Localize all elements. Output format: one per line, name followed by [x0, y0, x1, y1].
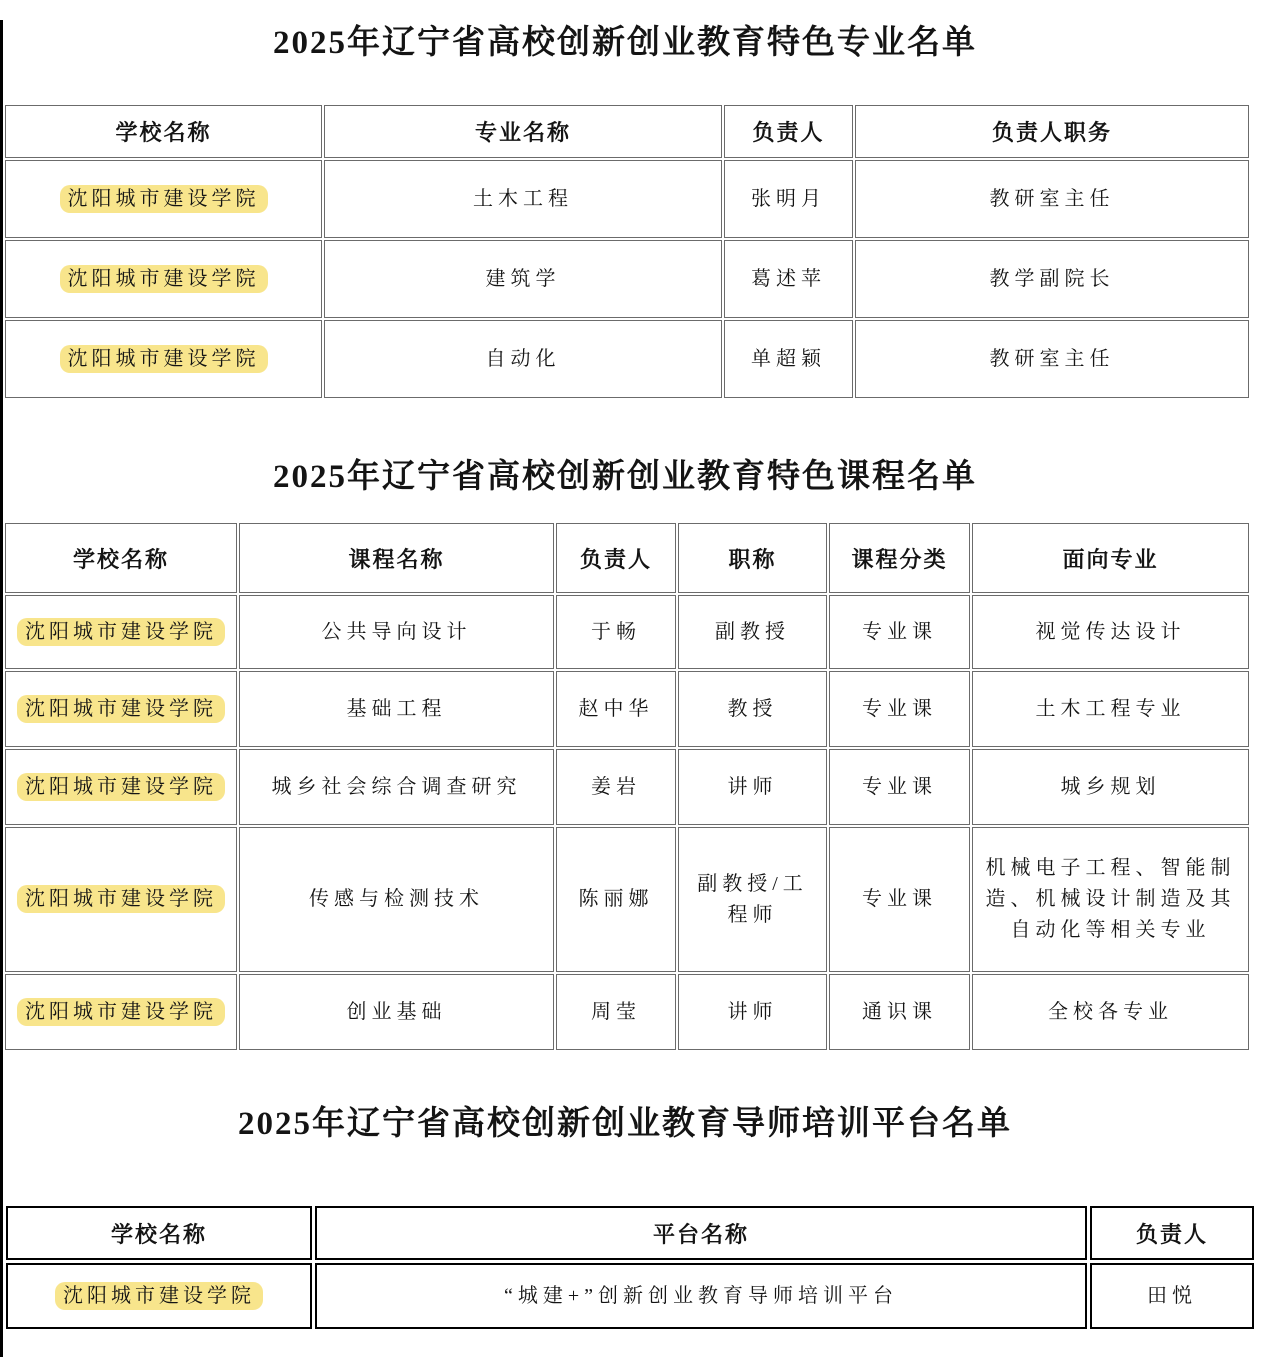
- column-header: 负责人职务: [855, 105, 1249, 158]
- school-name-cell: [5, 240, 322, 318]
- column-header: 负责人: [1090, 1206, 1254, 1260]
- table-row: [5, 320, 1249, 398]
- table-cell: 传感与检测技术: [239, 827, 554, 972]
- table-cell: 专业课: [829, 827, 970, 972]
- table-cell: 田悦: [1090, 1263, 1254, 1329]
- majors-list-title: 2025年辽宁省高校创新创业教育特色专业名单: [273, 25, 977, 61]
- platform-table-header: [6, 1206, 1254, 1260]
- table-cell: 机械电子工程、智能制造、机械设计制造及其自动化等相关专业: [972, 827, 1249, 972]
- header-row: [5, 105, 1249, 158]
- school-name-cell: [5, 320, 322, 398]
- column-header: 负责人: [724, 105, 853, 158]
- majors-table-header: [5, 105, 1249, 158]
- school-name-cell: [5, 671, 237, 747]
- courses-table-body: [5, 595, 1249, 1050]
- table-cell: 土木工程: [324, 160, 722, 238]
- table-cell: 陈丽娜: [556, 827, 676, 972]
- highlighted-school-name: 沈阳城市建设学院: [60, 185, 268, 213]
- table-cell: 视觉传达设计: [972, 595, 1249, 669]
- table-row: [5, 671, 1249, 747]
- table-cell: 教研室主任: [855, 320, 1249, 398]
- column-header: 学校名称: [5, 105, 322, 158]
- highlighted-school-name: 沈阳城市建设学院: [55, 1282, 263, 1310]
- table-cell: 城乡社会综合调查研究: [239, 749, 554, 825]
- column-header: 平台名称: [315, 1206, 1087, 1260]
- highlighted-school-name: 沈阳城市建设学院: [17, 773, 225, 801]
- table-cell: 专业课: [829, 671, 970, 747]
- majors-table: [3, 103, 1251, 400]
- column-header: 负责人: [556, 523, 676, 593]
- table-cell: 基础工程: [239, 671, 554, 747]
- school-name-cell: [5, 160, 322, 238]
- table-cell: 姜岩: [556, 749, 676, 825]
- school-name-cell: [5, 595, 237, 669]
- table-row: [5, 827, 1249, 972]
- table-cell: 创业基础: [239, 974, 554, 1050]
- platform-table-body: [6, 1263, 1254, 1329]
- table-cell: 专业课: [829, 749, 970, 825]
- column-header: 职称: [678, 523, 827, 593]
- column-header: 课程名称: [239, 523, 554, 593]
- table-cell: 单超颖: [724, 320, 853, 398]
- school-name-cell: [6, 1263, 312, 1329]
- highlighted-school-name: 沈阳城市建设学院: [17, 618, 225, 646]
- column-header: 课程分类: [829, 523, 970, 593]
- highlighted-school-name: 沈阳城市建设学院: [17, 695, 225, 723]
- highlighted-school-name: 沈阳城市建设学院: [17, 998, 225, 1026]
- column-header: 专业名称: [324, 105, 722, 158]
- table-row: [5, 240, 1249, 318]
- table-row: [5, 974, 1249, 1050]
- column-header: 学校名称: [6, 1206, 312, 1260]
- platform-list-title: 2025年辽宁省高校创新创业教育导师培训平台名单: [238, 1106, 1012, 1142]
- table-cell: 副教授/工程师: [678, 827, 827, 972]
- courses-list-title: 2025年辽宁省高校创新创业教育特色课程名单: [273, 459, 977, 495]
- table-cell: 讲师: [678, 749, 827, 825]
- school-name-cell: [5, 974, 237, 1050]
- table-row: [6, 1263, 1254, 1329]
- table-row: [5, 595, 1249, 669]
- table-cell: 教学副院长: [855, 240, 1249, 318]
- highlighted-school-name: 沈阳城市建设学院: [60, 345, 268, 373]
- table-cell: 教授: [678, 671, 827, 747]
- table-cell: 土木工程专业: [972, 671, 1249, 747]
- table-cell: 通识课: [829, 974, 970, 1050]
- courses-table: [3, 521, 1251, 1052]
- platform-table: [3, 1203, 1257, 1332]
- table-cell: 城乡规划: [972, 749, 1249, 825]
- school-name-cell: [5, 827, 237, 972]
- header-row: [6, 1206, 1254, 1260]
- school-name-cell: [5, 749, 237, 825]
- table-cell: 全校各专业: [972, 974, 1249, 1050]
- table-cell: 张明月: [724, 160, 853, 238]
- column-header: 学校名称: [5, 523, 237, 593]
- majors-table-body: [5, 160, 1249, 398]
- table-row: [5, 160, 1249, 238]
- table-row: [5, 749, 1249, 825]
- table-cell: 建筑学: [324, 240, 722, 318]
- table-cell: 葛述苹: [724, 240, 853, 318]
- table-cell: 副教授: [678, 595, 827, 669]
- table-cell: 公共导向设计: [239, 595, 554, 669]
- table-cell: 自动化: [324, 320, 722, 398]
- table-cell: “城建+”创新创业教育导师培训平台: [315, 1263, 1087, 1329]
- column-header: 面向专业: [972, 523, 1249, 593]
- table-cell: 教研室主任: [855, 160, 1249, 238]
- table-cell: 专业课: [829, 595, 970, 669]
- table-cell: 周莹: [556, 974, 676, 1050]
- table-cell: 讲师: [678, 974, 827, 1050]
- table-cell: 于畅: [556, 595, 676, 669]
- highlighted-school-name: 沈阳城市建设学院: [60, 265, 268, 293]
- table-cell: 赵中华: [556, 671, 676, 747]
- header-row: [5, 523, 1249, 593]
- highlighted-school-name: 沈阳城市建设学院: [17, 885, 225, 913]
- courses-table-header: [5, 523, 1249, 593]
- page-left-border-line: [0, 20, 3, 1357]
